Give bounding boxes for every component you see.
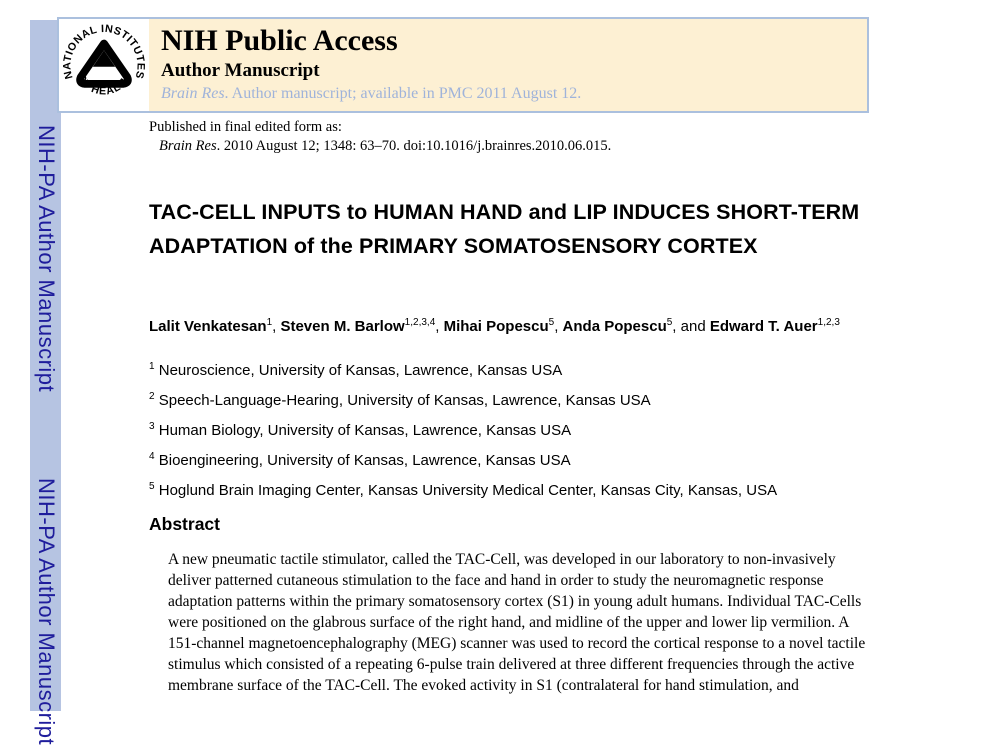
- affiliation-item: $^4$ Bioengineering, University of Kansas, Lawrence, Kansas USA: [149, 451, 571, 469]
- banner-title: NIH Public Access: [161, 24, 398, 57]
- affiliation-item: $^5$ Hoglund Brain Imaging Center, Kansas University Medical Center, Kansas City, Kansas, USA: [149, 481, 778, 499]
- watermark-text-top: NIH-PA Author Manuscript: [34, 125, 59, 393]
- affiliation-item: $^1$ Neuroscience, University of Kansas, Lawrence, Kansas USA: [149, 361, 563, 379]
- watermark-text-bottom: NIH-PA Author Manuscript: [34, 478, 59, 745]
- published-line1: Published in final edited form as:: [149, 119, 342, 135]
- nihpa-watermark-strip: [30, 20, 61, 745]
- banner-text-block: [149, 19, 867, 111]
- published-block: [149, 118, 869, 156]
- published-line2: Brain Res. 2010 August 12; 1348: 63–70. doi:10.1016/j.brainres.2010.06.015.: [159, 138, 612, 154]
- abstract-text: A new pneumatic tactile stimulator, called the TAC-Cell, was developed in our laboratory to non-invasively deliver patterned cutaneous stimulation to the face and hand in order to study the neuromagnetic response adaptation patterns within the primary somatosensory cortex (S1) in young adult humans. Individual TAC-Cells were positioned on the glabrous surface of the right hand, and midline of the upper and lower lip vermilion. A 151-channel magnetoencephalography (MEG) scanner was used to record the cortical response to a novel tactile stimulus which consisted of a repeating 6-pulse train delivered at three different frequencies through the active membrane surface of the TAC-Cell. The evoked activity in S1 (contralateral for hand stimulation, and: [168, 551, 866, 694]
- nih-logo-cell: [59, 19, 149, 111]
- abstract-heading: Abstract: [149, 514, 220, 534]
- article-title: TAC-CELL INPUTS to HUMAN HAND and LIP INDUCES SHORT-TERM ADAPTATION of the PRIMARY SOMATOSENSORY CORTEX: [149, 200, 860, 258]
- banner-citation: Brain Res. Author manuscript; available in PMC 2011 August 12.: [161, 85, 582, 102]
- nih-logo-icon: [61, 22, 147, 108]
- affiliation-item: $^3$ Human Biology, University of Kansas, Lawrence, Kansas USA: [149, 421, 572, 439]
- affiliation-list: [149, 362, 889, 512]
- banner-subtitle: Author Manuscript: [161, 60, 320, 81]
- affiliation-item: $^2$ Speech-Language-Hearing, University of Kansas, Lawrence, Kansas USA: [149, 391, 651, 409]
- author-list: Lalit Venkatesan$^1$, Steven M. Barlow$^{1,2,3,4}$, Mihai Popescu$^5$, Anda Popescu$^5$, and Edward T. Auer$^{1,2,3}$: [149, 317, 840, 335]
- nih-public-access-banner: [57, 17, 869, 113]
- svg-text:NATIONAL INSTITUTES: NATIONAL INSTITUTES: [61, 22, 147, 81]
- svg-text:OF HEALTH: OF HEALTH: [74, 71, 134, 98]
